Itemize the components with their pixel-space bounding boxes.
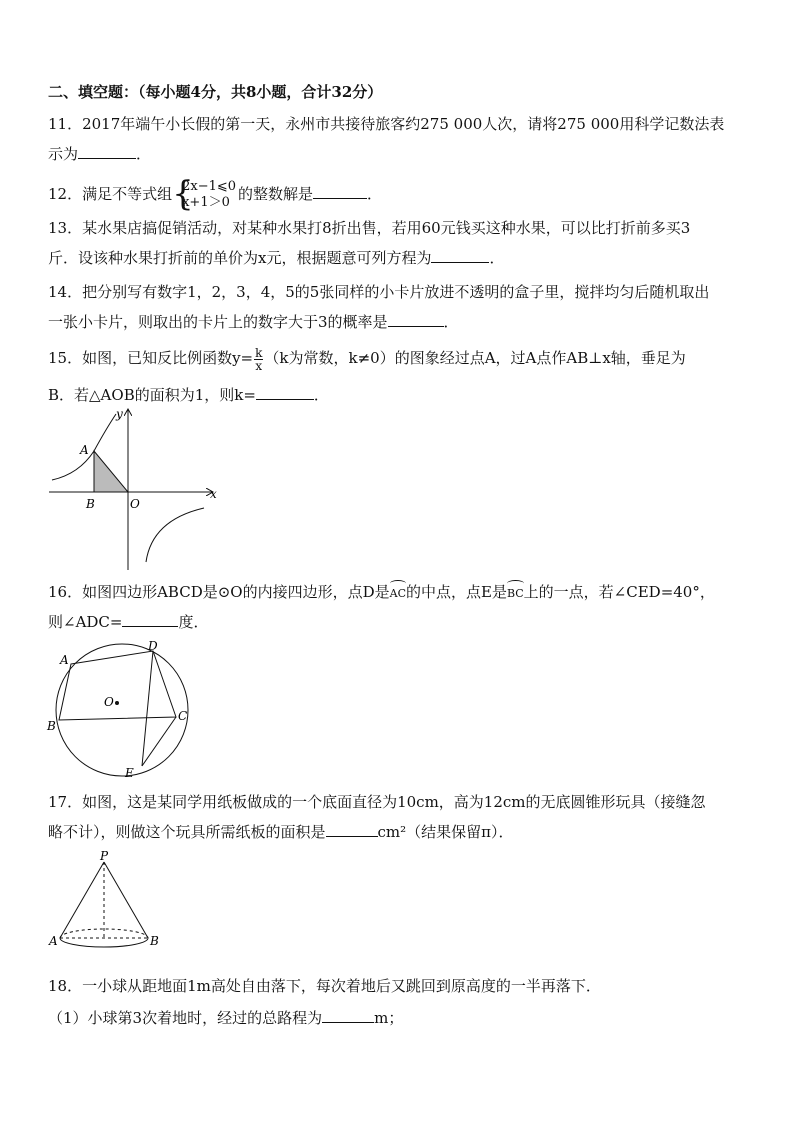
q12-ineq1: 2x−1⩽0: [182, 179, 237, 194]
q13-line1: 13．某水果店搞促销活动，对某种水果打8折出售，若用60元钱买这种水果，可以比打折前多买3: [48, 219, 691, 237]
arc-bc: BC: [507, 582, 524, 604]
q18-unit: m；: [374, 1009, 404, 1027]
segment-de: [142, 651, 153, 766]
q16-text3: 上的一点，若∠CED=40°，: [523, 583, 715, 601]
q17-answer-blank[interactable]: [326, 822, 378, 837]
q11-text: 示为: [48, 145, 79, 163]
label-a: A: [49, 934, 58, 948]
q12-ineq2: x+1＞0: [182, 195, 230, 210]
section-heading: 二、填空题：（每小题4分，共8小题，合计32分）: [48, 83, 383, 101]
q11-period: ．: [136, 145, 152, 163]
q18-line1: 18．一小球从距地面1m高处自由落下，每次着地后又跳回到原高度的一半再落下．: [48, 977, 601, 995]
segment-ec: [142, 717, 176, 766]
left-brace-icon: {: [172, 174, 194, 214]
label-b: B: [150, 934, 159, 948]
q17-cone-figure: [46, 848, 176, 954]
q13-period: ．: [489, 249, 505, 267]
q14-answer-blank[interactable]: [388, 312, 444, 327]
q15-text3: B．若△AOB的面积为1，则k=: [48, 386, 256, 404]
q16-circle-figure: [44, 638, 204, 780]
q14-line1: 14．把分别写有数字1，2，3，4，5的5张同样的小卡片放进不透明的盒子里，搅拌均匀后随机取出: [48, 283, 710, 301]
q11-line1: 11．2017年端午小长假的第一天，永州市共接待旅客约275 000人次，请将275 000用科学记数法表: [48, 115, 725, 133]
q15-answer-blank[interactable]: [256, 385, 314, 400]
label-c: C: [178, 709, 188, 723]
q15-fraction: [254, 347, 263, 372]
q14-text: 一张小卡片，则取出的卡片上的数字大于3的概率是: [48, 313, 388, 331]
q11-answer-blank[interactable]: [78, 144, 136, 159]
q15-frac-den: x: [255, 358, 263, 373]
q12-text: 12．满足不等式组: [48, 185, 173, 203]
q15-hyperbola-figure: [44, 404, 224, 574]
label-o: O: [130, 497, 140, 511]
quad-abcd: [59, 651, 176, 720]
label-e: E: [125, 766, 134, 780]
label-y: y: [116, 407, 123, 421]
label-p: P: [100, 849, 109, 863]
q18-answer-blank[interactable]: [322, 1008, 374, 1023]
q16-line1: [48, 582, 715, 604]
q11-line2: [48, 144, 151, 164]
q12-text2: 的整数解是: [238, 185, 314, 203]
label-a: A: [80, 443, 89, 457]
triangle-aob: [94, 451, 128, 492]
q18-line2: [48, 1008, 403, 1028]
q12-answer-blank[interactable]: [313, 184, 367, 199]
q17-line2: [48, 822, 514, 842]
q16-degree-unit: 度．: [178, 613, 209, 631]
center-dot: [115, 701, 119, 705]
q15-line1: [48, 344, 686, 372]
label-x: x: [210, 487, 217, 501]
label-a: A: [60, 653, 69, 667]
q12-line: [48, 176, 382, 212]
q15-period: ．: [313, 386, 329, 404]
cone-slant-right: [104, 862, 148, 938]
hyperbola-branch-right: [146, 508, 204, 562]
q16-text: 16．如图四边形ABCD是⊙O的内接四边形，点D是: [48, 583, 390, 601]
q13-answer-blank[interactable]: [431, 248, 489, 263]
q16-text4: 则∠ADC=: [48, 613, 123, 631]
q12-period: ．: [367, 185, 383, 203]
q13-line2: [48, 248, 504, 268]
circle-o: [56, 644, 188, 776]
label-o: O: [104, 695, 114, 709]
label-d: D: [148, 639, 158, 653]
q18-text: （1）小球第3次着地时，经过的总路程为: [48, 1009, 323, 1027]
cone-slant-left: [60, 862, 104, 938]
cone-base-front: [60, 938, 148, 947]
q12-inequality-system: [172, 174, 237, 214]
q14-period: ．: [443, 313, 459, 331]
q17-line1: 17．如图，这是某同学用纸板做成的一个底面直径为10cm，高为12cm的无底圆锥形玩具（接缝忽: [48, 793, 706, 811]
q15-text2: （k为常数，k≠0）的图象经过点A，过A点作AB⊥x轴，垂足为: [264, 349, 686, 367]
q14-line2: [48, 312, 459, 332]
q15-line2: [48, 385, 329, 405]
q16-text2: 的中点，点E是: [406, 583, 507, 601]
q16-answer-blank[interactable]: [122, 612, 178, 627]
q15-text: 15．如图，已知反比例函数y=: [48, 349, 254, 367]
q17-text: 略不计），则做这个玩具所需纸板的面积是: [48, 823, 326, 841]
q15-frac-num: k: [255, 345, 263, 360]
q16-line2: [48, 612, 209, 632]
label-b: B: [47, 719, 56, 733]
arc-ac: AC: [390, 582, 406, 604]
q13-text: 斤．设该种水果打折前的单价为x元，根据题意可列方程为: [48, 249, 432, 267]
label-b: B: [86, 497, 95, 511]
q17-unit: cm²（结果保留π）．: [377, 823, 514, 841]
